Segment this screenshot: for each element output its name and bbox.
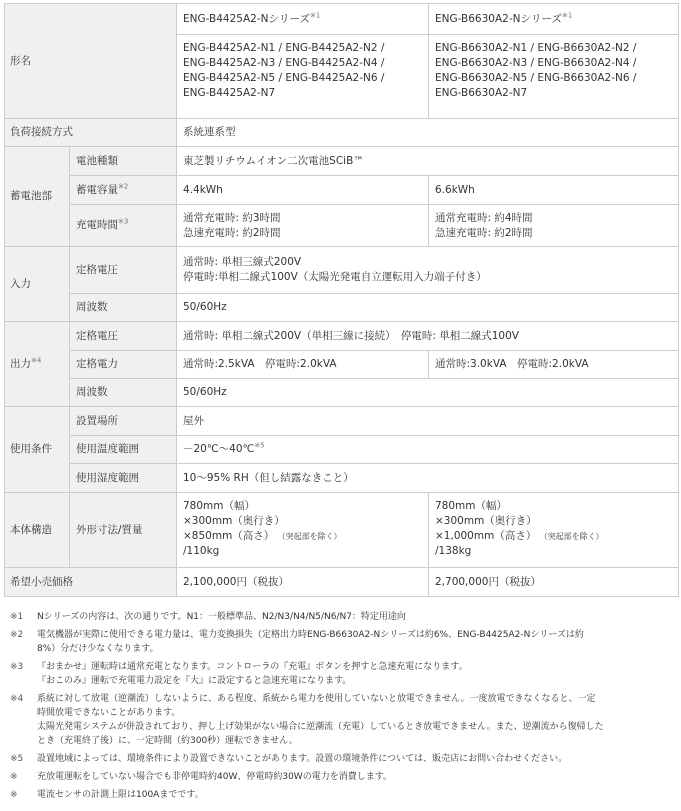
battery-type-label: 電池種類 bbox=[70, 147, 177, 176]
table-row-price bbox=[5, 568, 679, 597]
model-list-b: ENG-B6630A2-N1 / ENG-B6630A2-N2 / ENG-B6630A2-N3 / ENG-B6630A2-N4 / ENG-B6630A2-N5 / ENG-B6630A2-N6 / ENG-B6630A2-N7 bbox=[429, 35, 679, 119]
model-label: 形名 bbox=[5, 4, 177, 119]
place-value: 屋外 bbox=[177, 407, 679, 436]
output-power-b: 通常時:3.0kVA 停電時:2.0kVA bbox=[429, 351, 679, 379]
input-label: 入力 bbox=[5, 247, 70, 322]
table-row-input-voltage bbox=[5, 247, 679, 294]
battery-label: 蓄電池部 bbox=[5, 147, 70, 247]
output-power-label: 定格電力 bbox=[70, 351, 177, 379]
capacity-label: 蓄電容量$^{※2}$ bbox=[70, 176, 177, 205]
input-freq-label: 周波数 bbox=[70, 294, 177, 322]
footnote-sensor: ※ 電流センサの計測上限は100Aまでです。 bbox=[10, 790, 204, 800]
charge-b: 通常充電時: 約4時間 急速充電時: 約2時間 bbox=[429, 205, 679, 247]
conditions-label: 使用条件 bbox=[5, 407, 70, 493]
temp-label: 使用温度範囲 bbox=[70, 436, 177, 464]
capacity-b: 6.6kWh bbox=[429, 176, 679, 205]
output-voltage-value: 通常時: 単相二線式200V（単相三線に接続） 停電時: 単相二線式100V bbox=[177, 322, 679, 351]
table-row-output-voltage bbox=[5, 322, 679, 351]
model-list-a: ENG-B4425A2-N1 / ENG-B4425A2-N2 / ENG-B4425A2-N3 / ENG-B4425A2-N4 / ENG-B4425A2-N5 / ENG-B4425A2-N6 / ENG-B4425A2-N7 bbox=[177, 35, 429, 119]
table-row-load bbox=[5, 119, 679, 147]
dimensions-label: 外形寸法/質量 bbox=[70, 493, 177, 568]
dimensions-a: 780mm（幅） ×300mm（奥行き） ×850mm（高さ） （突起部を除く） /110kg bbox=[177, 493, 429, 568]
footnote-3: ※3 『おまかせ』運転時は通常充電となります。コントローラの『充電』ボタンを押すと急速充電になります。 『おこのみ』運転で充電電力設定を『大』に設定すると急速充電になります。 bbox=[10, 662, 468, 686]
place-label: 設置場所 bbox=[70, 407, 177, 436]
body-label: 本体構造 bbox=[5, 493, 70, 568]
table-row-output-power bbox=[5, 351, 679, 379]
load-value: 系統連系型 bbox=[177, 119, 679, 147]
capacity-a: 4.4kWh bbox=[177, 176, 429, 205]
output-label: 出力$^{※4}$ bbox=[5, 322, 70, 407]
input-voltage-label: 定格電圧 bbox=[70, 247, 177, 294]
charge-label: 充電時間$^{※3}$ bbox=[70, 205, 177, 247]
input-freq-value: 50/60Hz bbox=[177, 294, 679, 322]
output-power-a: 通常時:2.5kVA 停電時:2.0kVA bbox=[177, 351, 429, 379]
output-freq-label: 周波数 bbox=[70, 379, 177, 407]
price-b: 2,700,000円（税抜） bbox=[429, 568, 679, 597]
price-label: 希望小売価格 bbox=[5, 568, 177, 597]
charge-a: 通常充電時: 約3時間 急速充電時: 約2時間 bbox=[177, 205, 429, 247]
humid-value: 10～95% RH（但し結露なきこと） bbox=[177, 464, 679, 493]
humid-label: 使用湿度範囲 bbox=[70, 464, 177, 493]
dimensions-b: 780mm（幅） ×300mm（奥行き） ×1,000mm（高さ） （突起部を除く） /138kg bbox=[429, 493, 679, 568]
footnote-4: ※4 系統に対して放電（逆潮流）しないように、ある程度、系統から電力を使用していないと放電できません。一度放電できなくなると、一定 時間放電できないことがあります。 太陽光発電システムが併設されており、押し上げ効果がない場合に逆潮流（充電）しているとき放電できません。また、逆潮流から復帰した とき（充電終了後）に、一定時間（約300秒）運転できません。 bbox=[10, 694, 604, 746]
spec-table bbox=[4, 3, 679, 597]
table-row-output-freq bbox=[5, 379, 679, 407]
input-voltage-value: 通常時: 単相三線式200V 停電時:単相二線式100V（太陽光発電自立運転用入力端子付き） bbox=[177, 247, 679, 294]
load-label: 負荷接続方式 bbox=[5, 119, 177, 147]
table-row-humid bbox=[5, 464, 679, 493]
price-a: 2,100,000円（税抜） bbox=[177, 568, 429, 597]
table-row-charge bbox=[5, 205, 679, 247]
footnote-power: ※ 充放電運転をしていない場合でも非停電時約40W、停電時約30Wの電力を消費します。 bbox=[10, 772, 392, 782]
footnote-1: ※1 Nシリーズの内容は、次の通りです。N1：一般標準品、N2/N3/N4/N5/N6/N7：特定用途向 bbox=[10, 612, 406, 622]
output-freq-value: 50/60Hz bbox=[177, 379, 679, 407]
table-row-capacity bbox=[5, 176, 679, 205]
footnote-5: ※5 設置地域によっては、環境条件により設置できないことがあります。設置の環境条件については、販売店にお問い合わせください。 bbox=[10, 754, 568, 764]
table-row-temp bbox=[5, 436, 679, 464]
series-a-header: ENG-B4425A2-Nシリーズ$^{※1}$ bbox=[177, 4, 429, 35]
output-voltage-label: 定格電圧 bbox=[70, 322, 177, 351]
series-b-header: ENG-B6630A2-Nシリーズ$^{※1}$ bbox=[429, 4, 679, 35]
table-row-battery-type bbox=[5, 147, 679, 176]
battery-type-value: 東芝製リチウムイオン二次電池SCiB™ bbox=[177, 147, 679, 176]
table-row-header bbox=[5, 4, 679, 35]
footnotes bbox=[10, 610, 672, 806]
table-row-input-freq bbox=[5, 294, 679, 322]
table-row-body bbox=[5, 493, 679, 568]
temp-value: －20℃～40℃$^{※5}$ bbox=[177, 436, 679, 464]
footnote-2: ※2 電気機器が実際に使用できる電力量は、電力変換損失（定格出力時ENG-B6630A2-Nシリーズは約6%、ENG-B4425A2-Nシリーズは約 8%）分だけ少なくなります。 bbox=[10, 630, 584, 654]
table-row-place bbox=[5, 407, 679, 436]
